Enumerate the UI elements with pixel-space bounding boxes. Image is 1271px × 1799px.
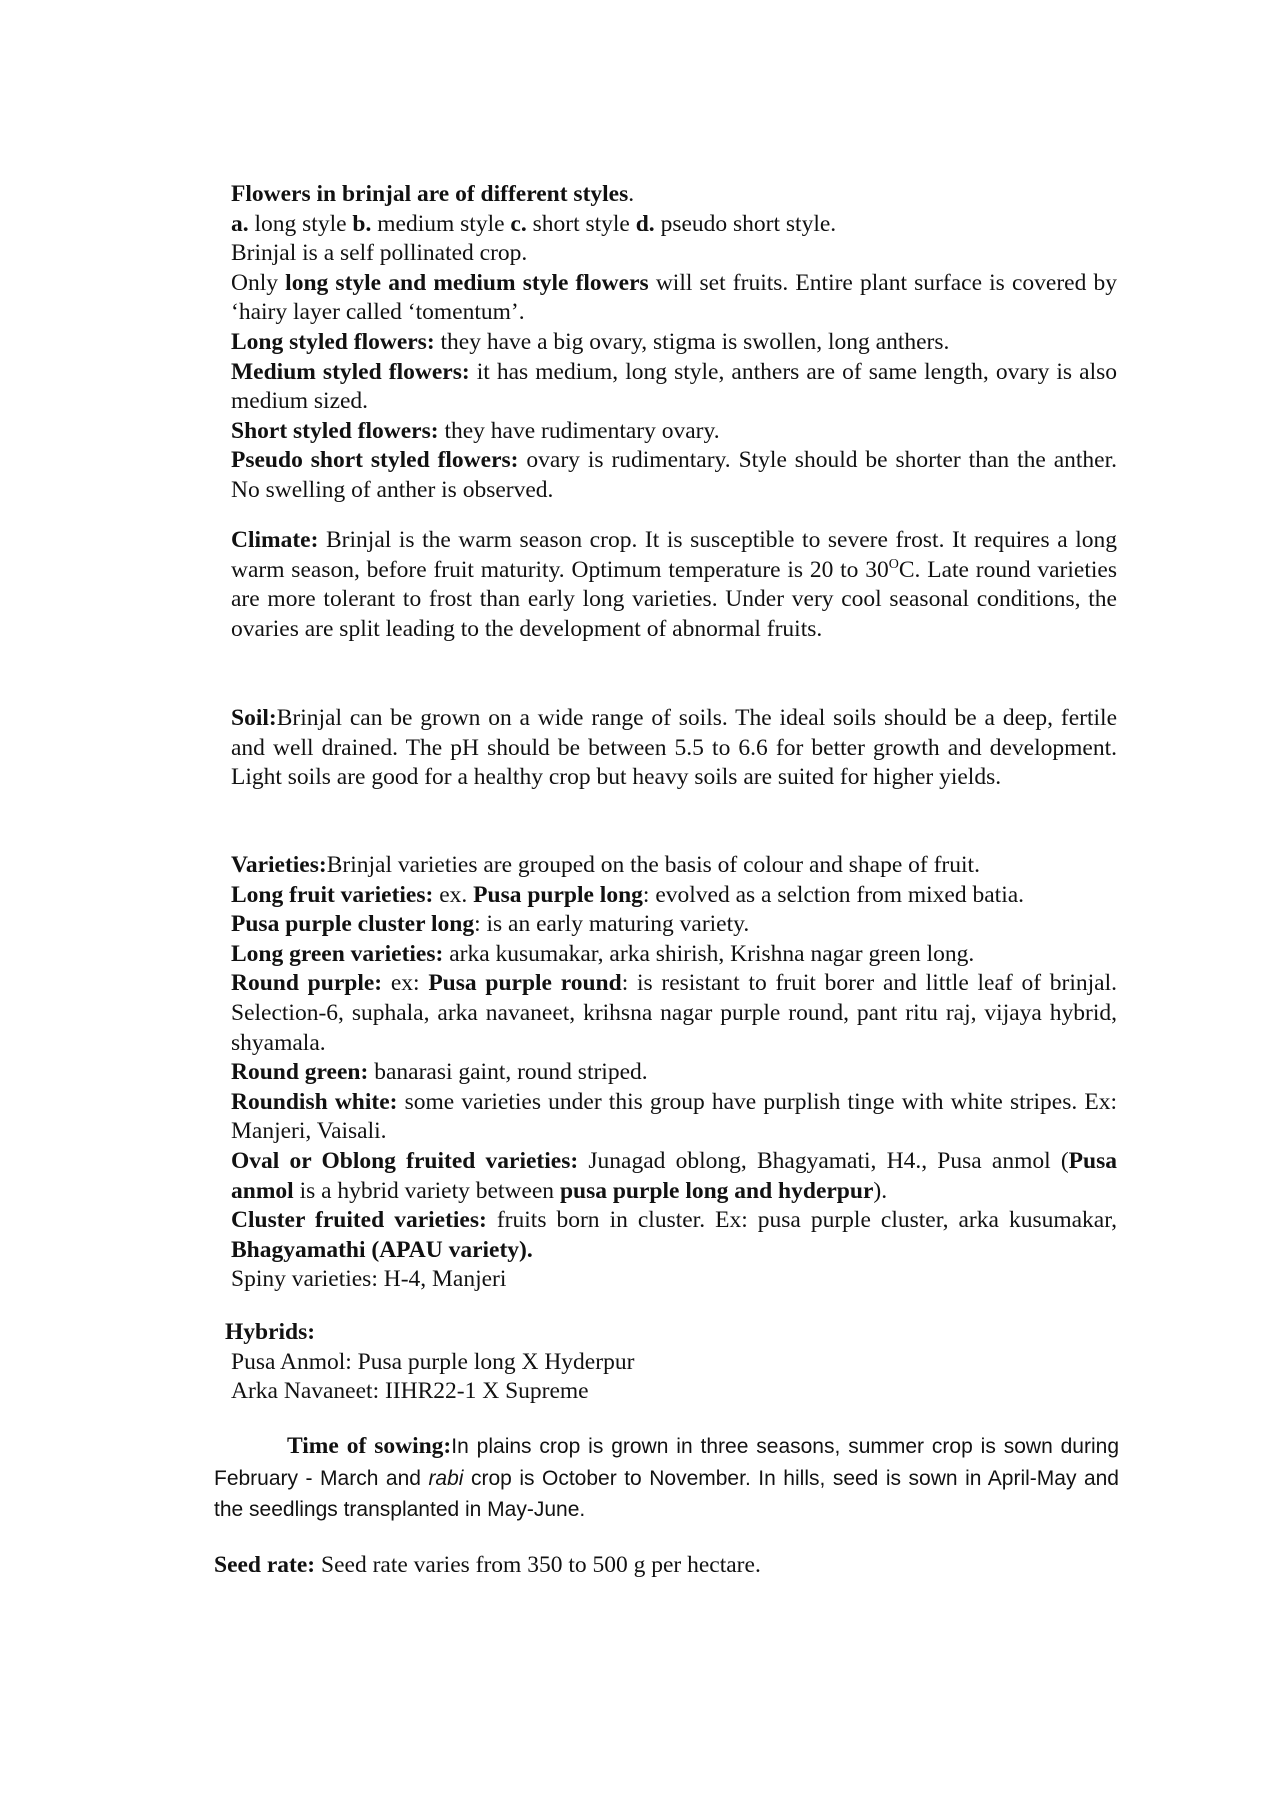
seed-rate-text: Seed rate varies from 350 to 500 g per hectare.: [315, 1552, 761, 1578]
flower-type-medium: [231, 358, 1117, 417]
variety-name: Pusa purple round: [428, 970, 622, 997]
seed-rate-section: [214, 1551, 1100, 1581]
style-text: short style: [526, 210, 636, 237]
variety-name: Pusa purple long: [473, 881, 643, 908]
sowing-label: Time of sowing:: [287, 1433, 452, 1459]
variety-ex: ex.: [433, 881, 474, 908]
style-text: pseudo short style.: [654, 210, 837, 237]
cluster-long-variety: [231, 910, 1117, 940]
variety-text: Junagad oblong, Bhagyamati, H4., Pusa anmol (: [578, 1147, 1069, 1174]
sowing-text: In plains crop is grown in three seasons, summer crop is sown during February - March and: [214, 1435, 1120, 1490]
flower-type-text: they have a big ovary, stigma is swollen, long anthers.: [434, 328, 950, 355]
fruit-set-post: will set fruits. Entire plant surface is covered by ‘hairy layer called ‘tomentum’.: [231, 269, 1118, 326]
climate-paragraph: [231, 526, 1117, 644]
sowing-italic: rabi: [428, 1466, 464, 1490]
variety-text: : is resistant to fruit borer and little leaf of brinjal. Selection-6, suphala, arka navaneet, krihsna nagar purple round, pant ritu raj, vijaya hybrid, shyamala.: [231, 970, 1117, 1056]
cluster-fruited-varieties: [231, 1206, 1117, 1265]
style-text: long style: [248, 210, 353, 237]
climate-text: Brinjal is the warm season crop. It is susceptible to severe frost. It requires a long warm season, before fruit maturity. Optimum temperature is 20 to 30: [231, 527, 1117, 583]
varieties-label: Varieties:: [231, 852, 327, 878]
variety-name: Pusa anmol: [231, 1147, 1117, 1204]
flower-type-text: they have rudimentary ovary.: [438, 417, 720, 444]
fruit-set-bold: long style and medium style flowers: [285, 269, 649, 296]
variety-name: pusa purple long and hyderpur: [559, 1177, 874, 1204]
hybrid-item: Arka Navaneet: IIHR22-1 X Supreme: [231, 1378, 589, 1405]
variety-ex: ex:: [382, 970, 429, 997]
flower-type-label: Pseudo short styled flowers:: [231, 447, 519, 474]
variety-text: : evolved as a selction from mixed batia.: [642, 881, 1025, 908]
fruit-set-pre: Only: [231, 269, 286, 296]
flower-type-pseudo: [231, 446, 1117, 505]
round-green-varieties: [231, 1058, 1117, 1088]
self-pollinated-line: Brinjal is a self pollinated crop.: [231, 240, 528, 267]
oval-oblong-varieties: [231, 1147, 1117, 1206]
variety-name: Pusa purple cluster long: [231, 911, 475, 938]
varieties-intro: [231, 851, 1117, 881]
round-purple-varieties: [231, 969, 1117, 1058]
flower-type-long: [231, 328, 1117, 358]
variety-label: Oval or Oblong fruited varieties:: [231, 1147, 579, 1174]
variety-label: Cluster fruited varieties:: [231, 1207, 487, 1234]
flower-styles-line: [231, 210, 1117, 240]
flowers-heading-end: .: [628, 181, 635, 207]
hybrids-heading: [225, 1318, 1111, 1348]
seed-rate-label: Seed rate:: [214, 1552, 316, 1578]
fruit-set-paragraph: [231, 269, 1117, 328]
sowing-paragraph: [214, 1432, 1119, 1527]
variety-label: Long fruit varieties:: [231, 881, 434, 908]
flower-type-label: Medium styled flowers:: [231, 358, 470, 385]
roundish-white-varieties: [231, 1088, 1117, 1147]
variety-text: some varieties under this group have purplish tinge with white stripes. Ex: Manjeri, Vaisali.: [231, 1088, 1117, 1145]
soil-text: Brinjal can be grown on a wide range of soils. The ideal soils should be a deep, fertile and well drained. The pH should be between 5.5 to 6.6 for better growth and development. Light soils are good for a healthy crop but heavy soils are suited for higher yields.: [231, 705, 1117, 791]
style-letter: b.: [352, 210, 372, 237]
flowers-heading-text: Flowers in brinjal are of different styles: [231, 181, 629, 207]
flowers-heading: [231, 180, 1117, 210]
seed-rate-paragraph: [214, 1551, 1100, 1581]
hybrids-section: [225, 1318, 1111, 1407]
style-letter: d.: [635, 210, 655, 237]
variety-name: Bhagyamathi (APAU variety).: [231, 1236, 533, 1263]
style-text: medium style: [371, 210, 511, 237]
soil-paragraph: [231, 704, 1117, 793]
variety-text: is a hybrid variety between: [293, 1177, 560, 1204]
variety-text: ).: [873, 1177, 888, 1204]
varieties-intro-text: Brinjal varieties are grouped on the basis of colour and shape of fruit.: [326, 852, 980, 878]
climate-text-cont: C. Late round varieties are more tolerant to frost than early long varieties. Under very cool seasonal conditions, the ovaries are split leading to the development of abnormal fruits.: [231, 556, 1117, 642]
variety-label: Round green:: [231, 1059, 369, 1086]
variety-text: fruits born in cluster. Ex: pusa purple cluster, arka kusumakar,: [486, 1207, 1117, 1234]
climate-section: [231, 526, 1117, 644]
varieties-section: [231, 851, 1117, 1295]
variety-text: arka kusumakar, arka shirish, Krishna nagar green long.: [443, 940, 975, 967]
spiny-varieties: Spiny varieties: H-4, Manjeri: [231, 1266, 507, 1293]
variety-label: Round purple:: [231, 970, 383, 997]
variety-text: banarasi gaint, round striped.: [368, 1059, 648, 1086]
soil-section: [231, 704, 1117, 793]
flower-type-label: Long styled flowers:: [231, 328, 435, 355]
sowing-text-cont: crop is October to November. In hills, seed is sown in April-May and the seedlings transplanted in May-June.: [214, 1466, 1119, 1522]
variety-text: : is an early maturing variety.: [474, 911, 750, 938]
hybrids-label: Hybrids:: [225, 1319, 316, 1345]
variety-label: Long green varieties:: [231, 940, 444, 967]
sowing-section: [214, 1432, 1119, 1527]
style-letter: c.: [510, 210, 527, 237]
hybrid-item: Pusa Anmol: Pusa purple long X Hyderpur: [231, 1348, 635, 1375]
variety-label: Roundish white:: [231, 1088, 398, 1115]
long-fruit-varieties: [231, 881, 1117, 911]
flowers-section: [231, 180, 1117, 506]
flower-type-text: it has medium, long style, anthers are of same length, ovary is also medium sized.: [231, 358, 1118, 415]
climate-label: Climate:: [231, 527, 319, 553]
flower-type-short: [231, 417, 1117, 447]
style-letter: a.: [231, 210, 249, 237]
degree-superscript: O: [888, 556, 899, 572]
soil-label: Soil:: [231, 705, 277, 731]
flower-type-text: ovary is rudimentary. Style should be shorter than the anther. No swelling of anther is observed.: [231, 447, 1117, 503]
long-green-varieties: [231, 940, 1117, 970]
flower-type-label: Short styled flowers:: [231, 417, 439, 444]
